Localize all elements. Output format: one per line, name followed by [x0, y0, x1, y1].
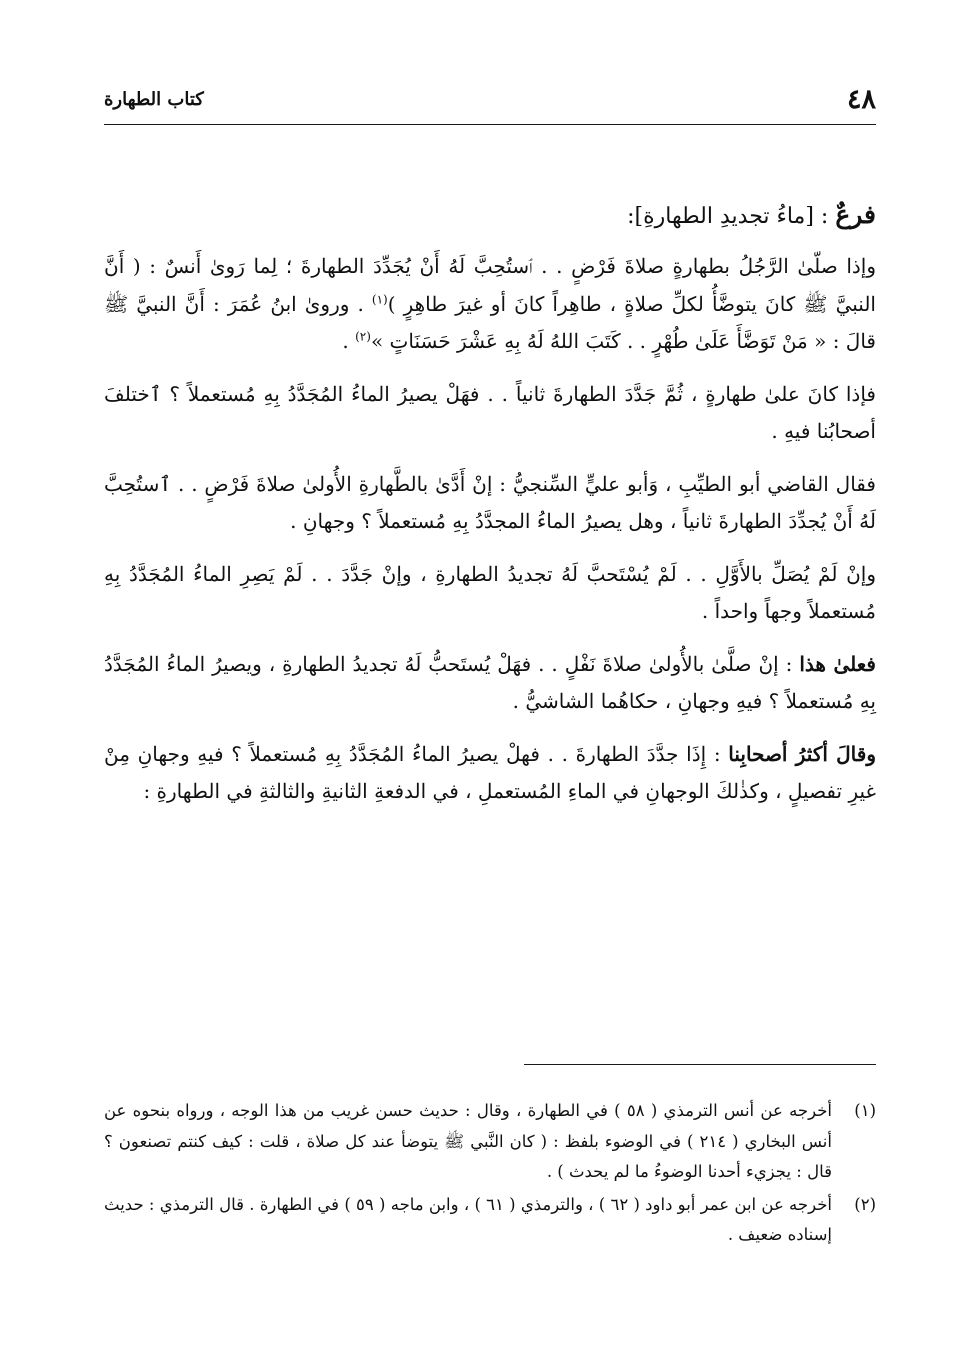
- paragraph: [104, 248, 876, 361]
- section-title: : [ماءُ تجديدِ الطهارةِ]:: [627, 204, 836, 229]
- paragraph-text: : إِذَا جدَّدَ الطهارةَ . . فهلْ يصيرُ الماءُ المُجَدَّدُ بِهِ مُستعملاً ؟ فيهِ وجهانِ مِنْ غيرِ تفصيلٍ ، وكذٰلكَ الوجهانِ في الماءِ المُستعملِ ، في الدفعةِ الثانيةِ والثالثةِ في الطهارةِ :: [104, 741, 876, 803]
- paragraph: [104, 376, 876, 451]
- footnote-ref-1[interactable]: (١): [371, 291, 388, 306]
- paragraph-text: فإذا كانَ علىٰ طهارةٍ ، ثُمَّ جَدَّدَ الطهارةَ ثانياً . . فهَلْ يصيرُ الماءُ المُجَدَّدُ بِهِ مُستعملاً ؟ ٱختلفَ أصحابُنا فيهِ .: [104, 381, 876, 443]
- paragraph-lead: فعلىٰ هذا: [799, 651, 876, 676]
- running-header: [104, 84, 876, 125]
- footnote-text: أخرجه عن أنس الترمذي ( ٥٨ ) في الطهارة ، وقال : حديث حسن غريب من هذا الوجه ، ورواه بنحوه عن أنس البخاري ( ٢١٤ ) في الوضوء بلفظ : ( كان النَّبي ﷺ يتوضأ عند كل صلاة ، قلت : كيف كنتم تصنعون ؟ قال : يجزيء أحدنا الوضوءُ ما لم يحدث ) .: [104, 1101, 832, 1181]
- paragraph-lead: وقالَ أكثرُ أصحابِنا: [728, 741, 876, 766]
- paragraph-text: فقال القاضي أبو الطيِّبِ ، وَأبو عليٍّ السِّنجيُّ : إنْ أَدَّىٰ بالطَّهارةِ الأُولىٰ صلاةَ فَرْضٍ . . ٱستُحِبَّ لَهُ أَنْ يُجدِّدَ الطهارةَ ثانياً ، وهل يصيرُ الماءُ المجدَّدُ بِهِ مُستعملاً ؟ وجهانِ .: [104, 471, 876, 533]
- section-heading: [104, 196, 876, 236]
- section-label: فرعٌ: [835, 200, 876, 229]
- paragraph-text: وإذا صلّىٰ الرَّجُلُ بطهارةٍ صلاةَ فَرْضٍ . . ٱستُحِبَّ لَهُ أَنْ يُجَدِّدَ الطهارةَ ؛ لِما رَوىٰ أَنسٌ : ( أَنَّ النبيَّ ﷺ كانَ يتوضَّأُ لكلِّ صلاةٍ ، طاهِراً كانَ أو غيرَ طاهِرٍ ): [104, 254, 876, 316]
- footnote-separator: [524, 1064, 876, 1065]
- paragraph-text: : إنْ صلَّىٰ بالأُولىٰ صلاةَ نَفْلٍ . . فهَلْ يُستَحبُّ لَهُ تجديدُ الطهارةِ ، ويصيرُ الماءُ المُجَدَّدُ بِهِ مُستعملاً ؟ فيهِ وجهانِ ، حكاهُما الشاشيُّ .: [104, 651, 876, 713]
- paragraph: [104, 466, 876, 541]
- paragraph-text: وإنْ لَمْ يُصَلِّ بالأَوَّلِ . . لَمْ يُسْتَحبَّ لَهُ تجديدُ الطهارةِ ، وإنْ جَدَّدَ . . لَمْ يَصِرِ الماءُ المُجَدَّدُ بِهِ مُستعملاً وجهاً واحداً .: [104, 561, 876, 623]
- footnote-2: [104, 1190, 876, 1251]
- footnote-1: [104, 1096, 876, 1188]
- paragraph: [104, 556, 876, 631]
- paragraph: [104, 646, 876, 721]
- footnote-ref-2[interactable]: (٢): [355, 329, 371, 344]
- main-text: [104, 196, 876, 826]
- footnotes: [104, 1096, 876, 1253]
- paragraph-text: . وروىٰ ابنُ عُمَرَ : أَنَّ النبيَّ ﷺ قالَ : « مَنْ تَوَضَّأَ عَلَىٰ طُهْرٍ . . كَتَبَ اللهُ لَهُ بِهِ عَشْرَ حَسَنَاتٍ »: [104, 291, 876, 353]
- page-number: ٤٨: [846, 84, 876, 115]
- footnote-number: (١): [854, 1101, 876, 1120]
- paragraph-text: .: [342, 329, 356, 353]
- paragraph: [104, 736, 876, 811]
- footnote-text: أخرجه عن ابن عمر أبو داود ( ٦٢ ) ، والترمذي ( ٦١ ) ، وابن ماجه ( ٥٩ ) في الطهارة . قال الترمذي : حديث إسناده ضعيف .: [104, 1194, 832, 1244]
- book-title: كتاب الطهارة: [104, 89, 204, 110]
- footnote-number: (٢): [854, 1194, 876, 1214]
